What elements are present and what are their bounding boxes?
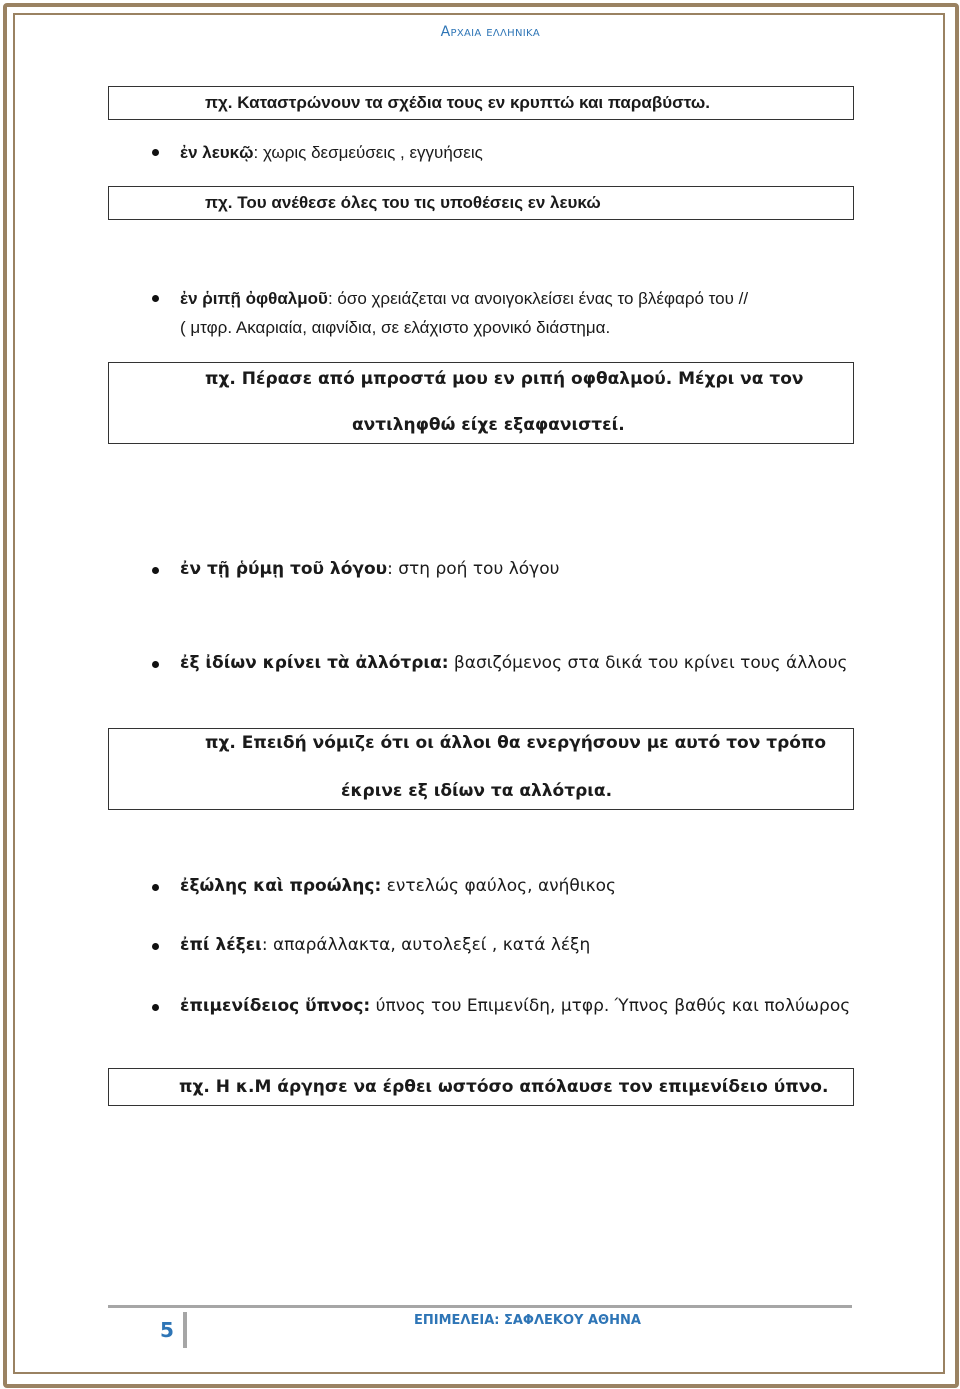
entry-en-leuko bbox=[180, 143, 483, 163]
example-text: πχ. Του ανέθεσε όλες του τις υποθέσεις εν λευκώ bbox=[205, 193, 601, 212]
entry-term: ἐν τῇ ῥύμῃ τοῦ λόγου bbox=[180, 559, 388, 579]
entry-epi-lexei bbox=[180, 935, 590, 955]
example-text: πχ. Επειδή νόμιζε ότι οι άλλοι θα ενεργήσουν με αυτό τον τρόπο bbox=[205, 733, 827, 753]
bullet-icon bbox=[152, 295, 159, 302]
entry-en-rymi bbox=[180, 559, 559, 579]
bullet-icon bbox=[152, 884, 159, 891]
page-number: 5 bbox=[160, 1318, 174, 1342]
footer-divider bbox=[183, 1312, 187, 1348]
entry-definition: βασιζόμενος στα δικά του κρίνει τους άλλους bbox=[448, 653, 848, 673]
bullet-icon bbox=[152, 661, 159, 668]
bullet-icon bbox=[152, 943, 159, 950]
entry-definition: εντελώς φαύλος, ανήθικος bbox=[381, 876, 616, 896]
entry-definition: : χωρις δεσμεύσεις , εγγυήσεις bbox=[253, 143, 483, 162]
page-header: Αρχαια ελληνικα bbox=[440, 24, 540, 40]
example-box bbox=[108, 728, 854, 810]
example-text: πχ. Πέρασε από μπροστά μου εν ριπή οφθαλμού. Μέχρι να τον bbox=[205, 369, 804, 389]
example-text: πχ. Καταστρώνουν τα σχέδια τους εν κρυπτώ και παραβύστω. bbox=[205, 93, 710, 112]
entry-ex-idion bbox=[180, 653, 848, 673]
example-text: έκρινε εξ ιδίων τα αλλότρια. bbox=[341, 781, 613, 801]
example-text: πχ. Η κ.Μ άργησε να έρθει ωστόσο απόλαυσε τον επιμενίδειο ύπνο. bbox=[179, 1077, 829, 1097]
footer-editor: ΕΠΙΜΕΛΕΙΑ: ΣΑΦΛΕΚΟΥ ΑΘΗΝΑ bbox=[414, 1313, 641, 1328]
bullet-icon bbox=[152, 1004, 159, 1011]
example-box bbox=[108, 1068, 854, 1106]
entry-definition-cont: ( μτφρ. Ακαριαία, αιφνίδια, σε ελάχιστο χρονικό διάστημα. bbox=[180, 318, 611, 337]
example-box bbox=[108, 86, 854, 120]
entry-term: ἐπιμενίδειος ὕπνος: bbox=[180, 996, 371, 1016]
entry-term: ἐπί λέξει bbox=[180, 935, 262, 955]
entry-term: ἐξώλης καὶ προώλης: bbox=[180, 876, 382, 896]
entry-definition: : όσο χρειάζεται να ανοιγοκλείσει ένας το βλέφαρό του // bbox=[327, 289, 749, 308]
entry-en-ripi bbox=[180, 289, 748, 309]
footer-rule bbox=[108, 1305, 852, 1308]
entry-term: ἐξ ἰδίων κρίνει τὰ ἀλλότρια: bbox=[180, 653, 449, 673]
entry-exolis bbox=[180, 876, 616, 896]
example-box bbox=[108, 186, 854, 220]
bullet-icon bbox=[152, 567, 159, 574]
bullet-icon bbox=[152, 149, 159, 156]
example-box bbox=[108, 362, 854, 444]
entry-definition: : απαράλλακτα, αυτολεξεί , κατά λέξη bbox=[261, 935, 591, 955]
entry-definition: ύπνος του Επιμενίδη, μτφρ. Ύπνος βαθύς και πολύωρος bbox=[370, 996, 851, 1016]
entry-definition: : στη ροή του λόγου bbox=[387, 559, 560, 579]
entry-term: ἐν λευκῷ bbox=[180, 143, 254, 162]
entry-term: ἐν ῥιπῇ ὀφθαλμοῦ bbox=[180, 289, 328, 308]
entry-epimenideios bbox=[180, 996, 850, 1016]
example-text: αντιληφθώ είχε εξαφανιστεί. bbox=[352, 415, 625, 435]
